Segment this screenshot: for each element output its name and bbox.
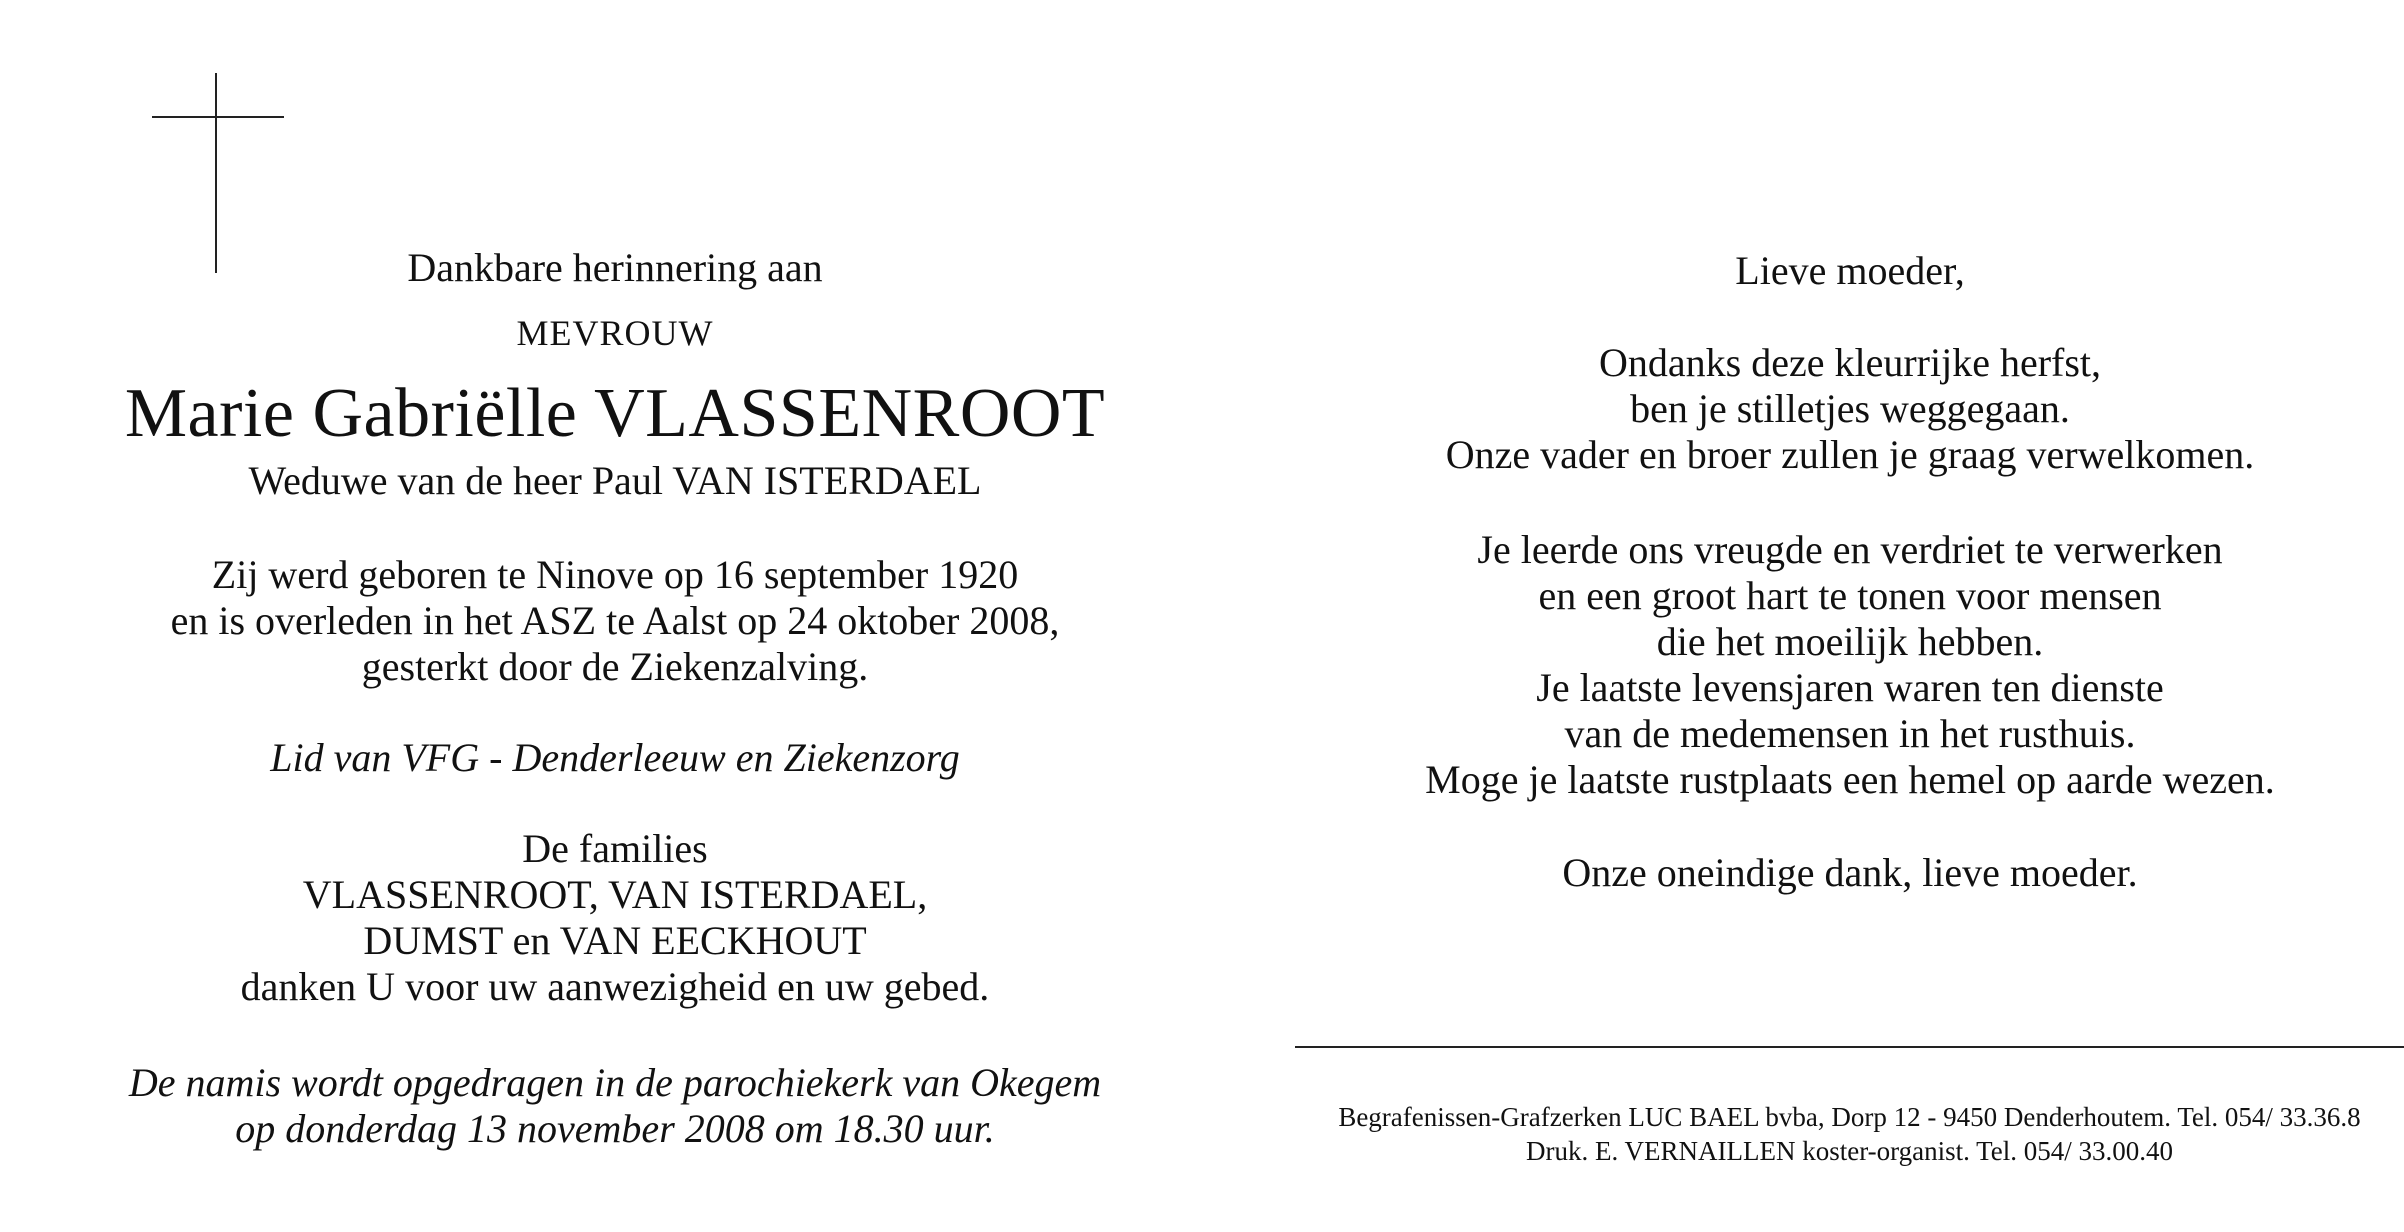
mass-location: De namis wordt opgedragen in de parochiekerk van Okegem bbox=[128, 1060, 1102, 1105]
cross-icon-vertical bbox=[215, 73, 217, 273]
deceased-name: Marie Gabriëlle VLASSENROOT bbox=[124, 375, 1106, 452]
verse-2-line-6: Moge je laatste rustplaats een hemel op aarde wezen. bbox=[1425, 757, 2275, 802]
verse-2 bbox=[1400, 527, 2300, 803]
verse-1-line-2: ben je stilletjes weggegaan. bbox=[1630, 386, 2070, 431]
verse-2-line-1: Je leerde ons vreugde en verdriet te verwerken bbox=[1477, 527, 2223, 572]
closing-line: Onze oneindige dank, lieve moeder. bbox=[1562, 850, 2138, 895]
intro-text: Dankbare herinnering aan bbox=[407, 245, 823, 290]
greeting: Lieve moeder, bbox=[1735, 248, 1965, 293]
verse-2-line-4: Je laatste levensjaren waren ten dienste bbox=[1536, 665, 2164, 710]
families-heading: De families bbox=[522, 826, 708, 871]
families-block bbox=[60, 826, 1170, 1010]
sacrament-line: gesterkt door de Ziekenzalving. bbox=[361, 644, 869, 689]
death-line: en is overleden in het ASZ te Aalst op 24 oktober 2008, bbox=[170, 598, 1060, 643]
families-names-2: DUMST en VAN EECKHOUT bbox=[363, 918, 867, 963]
birth-death-block bbox=[60, 552, 1170, 690]
verse-2-line-5: van de medemensen in het rusthuis. bbox=[1564, 711, 2136, 756]
mass-block bbox=[60, 1060, 1170, 1152]
birth-line: Zij werd geboren te Ninove op 16 september 1920 bbox=[211, 552, 1019, 597]
membership-line: Lid van VFG - Denderleeuw en Ziekenzorg bbox=[270, 735, 960, 780]
verse-2-line-3: die het moeilijk hebben. bbox=[1656, 619, 2044, 664]
verse-1 bbox=[1400, 340, 2300, 478]
funeral-home-line: Begrafenissen-Grafzerken LUC BAEL bvba, Dorp 12 - 9450 Denderhoutem. Tel. 054/ 33.36.8 bbox=[1338, 1102, 2361, 1132]
verse-1-line-1: Ondanks deze kleurrijke herfst, bbox=[1598, 340, 2102, 385]
widow-line: Weduwe van de heer Paul VAN ISTERDAEL bbox=[248, 458, 982, 503]
thanks-line: danken U voor uw aanwezigheid en uw gebed. bbox=[240, 964, 990, 1009]
printer-line: Druk. E. VERNAILLEN koster-organist. Tel. 054/ 33.00.40 bbox=[1526, 1136, 2173, 1166]
verse-2-line-2: en een groot hart te tonen voor mensen bbox=[1538, 573, 2162, 618]
cross-icon-horizontal bbox=[152, 116, 284, 118]
printer-footer bbox=[1295, 1100, 2404, 1168]
mass-date: op donderdag 13 november 2008 om 18.30 uur. bbox=[235, 1106, 995, 1151]
footer-divider bbox=[1295, 1046, 2404, 1048]
verse-1-line-3: Onze vader en broer zullen je graag verwelkomen. bbox=[1445, 432, 2255, 477]
families-names-1: VLASSENROOT, VAN ISTERDAEL, bbox=[302, 872, 928, 917]
salutation: MEVROUW bbox=[516, 313, 714, 353]
